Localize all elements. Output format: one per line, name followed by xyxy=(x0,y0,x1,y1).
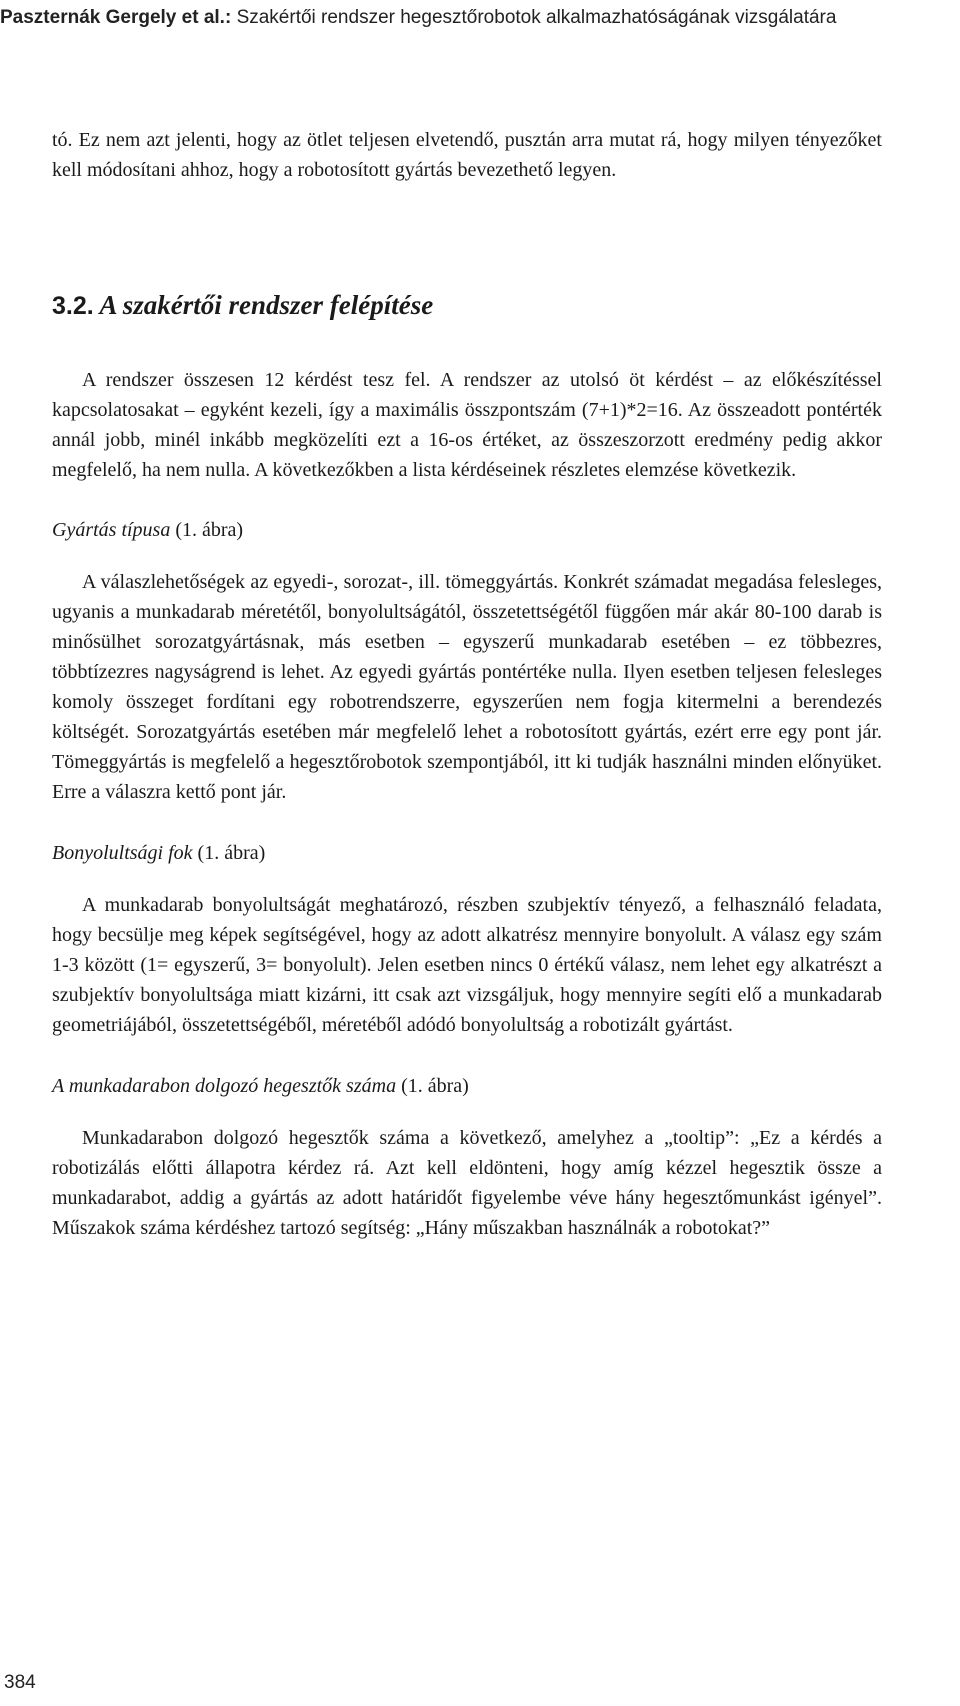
section-number: 3.2. xyxy=(52,292,94,320)
subsection-figure-ref: (1. ábra) xyxy=(170,519,244,541)
subsection-heading xyxy=(52,838,882,868)
subsection-heading xyxy=(52,515,882,545)
subsection-paragraph: A munkadarab bonyolultságát meghatározó, részben szubjektív tényező, a felhasználó feladata, hogy becsülje meg képek segítségével, hogy az adott alkatrész mennyire bonyolult. A válasz egy szám 1-3 között (1= egyszerű, 3= bonyolult). Jelen esetben nincs 0 értékű válasz, nem lehet egy alkatrészt a szubjektív bonyolultsága miatt kizárni, itt csak azt vizsgáljuk, hogy mennyire segíti elő a munkadarab geometriájából, összetettségéből, méretéből adódó bonyolultság a robotizált gyártást. xyxy=(52,894,882,1036)
subsection-title: Gyártás típusa xyxy=(52,519,171,541)
page-body xyxy=(52,125,882,185)
subsection-paragraph: A válaszlehetőségek az egyedi-, sorozat-, ill. tömeggyártás. Konkrét számadat megadása felesleges, ugyanis a munkadarab méretétől, bonyolultságától, összetettségétől függően már akár 80-100 darab is minősülhet sorozatgyártásnak, más esetben – egyszerű munkadarab esetében – ez többezres, többtízezres nagyságrend is lehet. Az egyedi gyártás pontértéke nulla. Ilyen esetben teljesen felesleges komoly összeget fordítani egy robotrendszerre, egyszerűen nem fogja kitermelni a berendezés költségét. Sorozatgyártás esetében már megfelelő lehet a robotosított gyártás, ezért erre egy pont jár. Tömeggyártás is megfelelő a hegesztőrobotok szempontjából, itt ki tudják használni minden előnyüket. Erre a válaszra kettő pont jár. xyxy=(52,571,882,803)
subsection-title: Bonyolultsági fok xyxy=(52,842,193,864)
header-authors: Paszternák Gergely et al.: xyxy=(0,7,232,28)
subsection-figure-ref: (1. ábra) xyxy=(192,842,266,864)
intro-paragraph: tó. Ez nem azt jelenti, hogy az ötlet teljesen elvetendő, pusztán arra mutat rá, hogy milyen tényezőket kell módosítani ahhoz, hogy a robotosított gyártás bevezethető legyen. xyxy=(52,129,882,181)
section-title: A szakértői rendszer felépítése xyxy=(99,290,434,320)
subsection-heading xyxy=(52,1071,882,1101)
header-title: Szakértői rendszer hegesztőrobotok alkalmazhatóságának vizsgálatára xyxy=(236,7,837,28)
subsection-paragraph: Munkadarabon dolgozó hegesztők száma a következő, amelyhez a „tooltip”: „Ez a kérdés a robotizálás előtti állapotra kérdez rá. Azt kell eldönteni, hogy amíg kézzel hegesztik össze a munkadarabot, addig a gyártás az adott határidőt figyelembe véve hány hegesztőmunkást igényel”. Műszakok száma kérdéshez tartozó segítség: „Hány műszakban használnák a robotokat?” xyxy=(52,1127,882,1239)
section-heading xyxy=(52,290,433,321)
running-header xyxy=(0,4,934,31)
section-paragraph: A rendszer összesen 12 kérdést tesz fel. A rendszer az utolsó öt kérdést – az előkészítéssel kapcsolatosakat – egyként kezeli, így a maximális összpontszám (7+1)*2=16. Az összeadott pontérték annál jobb, minél inkább megközelíti ezt a 16-os értéket, az összeszorzott eredmény pedig akkor megfelelő, ha nem nulla. A következőkben a lista kérdéseinek részletes elemzése következik. xyxy=(52,369,882,481)
page-number: 384 xyxy=(4,1672,36,1693)
section-body xyxy=(52,365,882,1243)
subsection-figure-ref: (1. ábra) xyxy=(396,1075,469,1097)
subsection-title: A munkadarabon dolgozó hegesztők száma xyxy=(52,1075,397,1097)
